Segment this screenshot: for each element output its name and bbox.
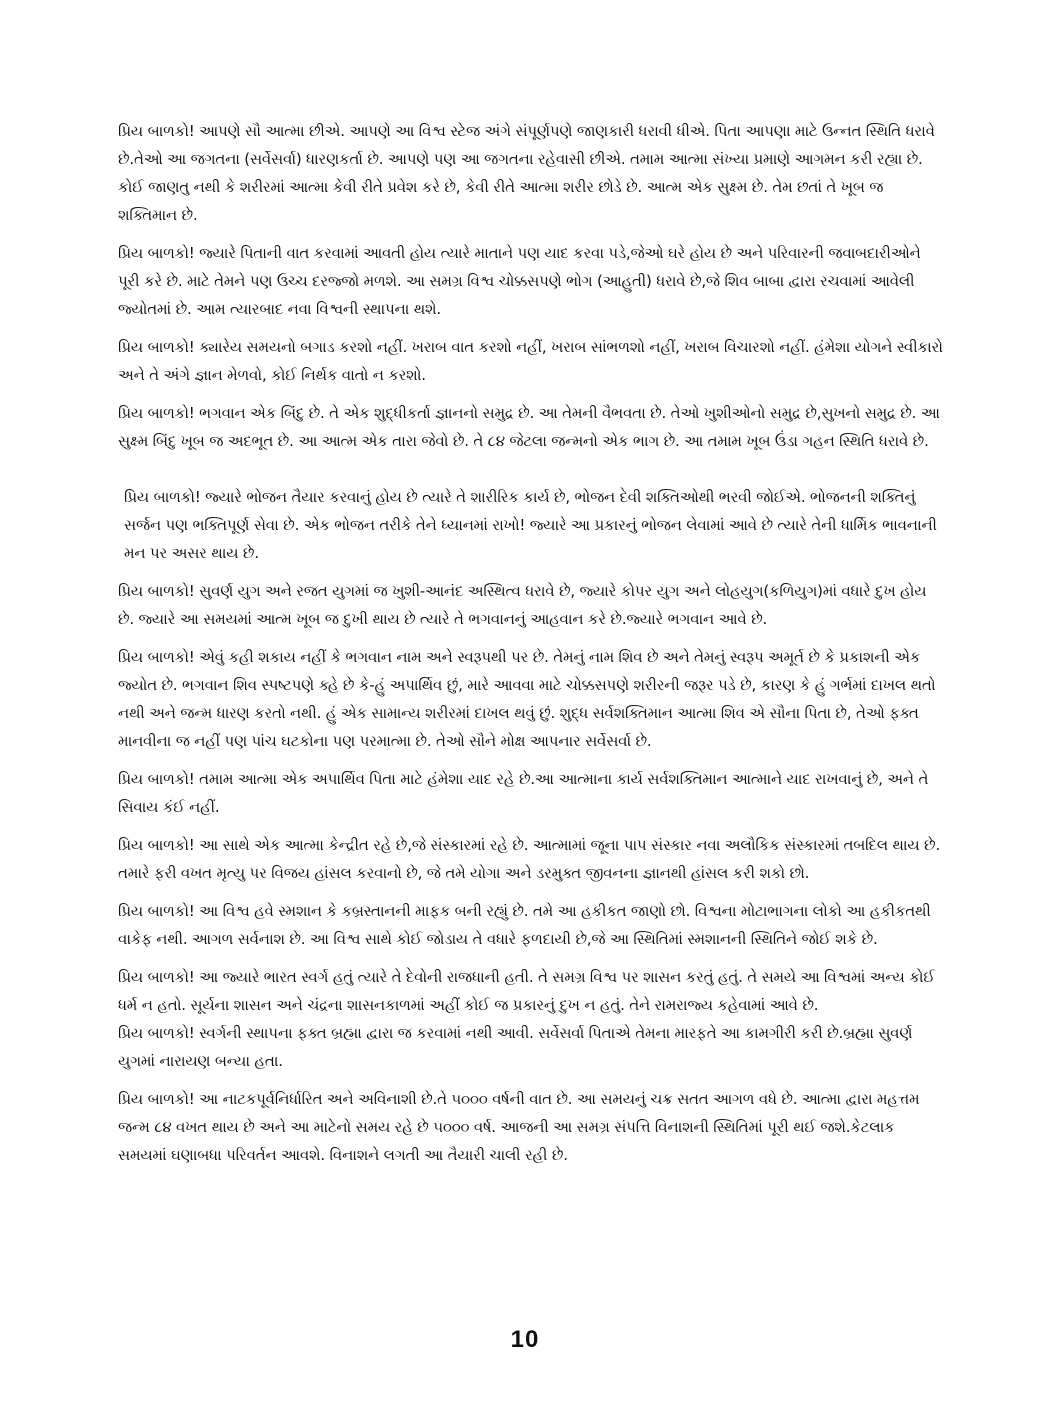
paragraph-10: પ્રિય બાળકો! આ વિશ્વ હવે સ્મશાન કે કબ્રસ્તાનની માફક બની રહ્યું છે. તમે આ હકીકત જાણો છો. વિશ્વના મોટાભાગના લોકો આ હકીકતથી વાકેફ નથી. આગળ સર્વનાશ છે. આ વિશ્વ સાથે કોઈ જોડાય તે વધારે ફળદાયી છે,જે આ સ્થિતિમાં સ્મશાનની સ્થિતિને જોઈ શકે છે.: [118, 902, 931, 948]
paragraph-6: પ્રિય બાળકો! સુવર્ણ યુગ અને રજત યુગમાં જ ખુશી-આનંદ અસ્થિત્વ ધરાવે છે, જ્યારે કોપર યુગ અને લોહયુગ(કળિયુગ)માં વધારે દુખ હોય છે. જ્યારે આ સમયમાં આત્મ ખૂબ જ દુખી થાય છે ત્યારે તે ભગવાનનું આહવાન કરે છે.જ્યારે ભગવાન આવે છે.: [118, 582, 927, 628]
paragraph-3: પ્રિય બાળકો! ક્યારેય સમયનો બગાડ કરશો નહીં. ખરાબ વાત કરશો નહીં, ખરાબ સાંભળશો નહીં, ખરાબ વિચારશો નહીં. હંમેશા યોગને સ્વીકારો અને તે અંગે જ્ઞાન મેળવો, કોઈ નિર્થક વાતો ન કરશો.: [118, 338, 943, 384]
paragraph-7: પ્રિય બાળકો! એવું કહી શકાય નહીં કે ભગવાન નામ અને સ્વરૂપથી પર છે. તેમનું નામ શિવ છે અને તેમનું સ્વરૂપ અમૂર્ત છે કે પ્રકાશની એક જ્યોત છે. ભગવાન શિવ સ્પષ્ટપણે ક્હે છે કે-હું અપાર્થિવ છું, મારે આવવા માટે ચોક્કસપણે શરીરની જરૂર પડે છે, કારણ કે હું ગર્ભમાં દાખલ થતો નથી અને જન્મ ધારણ કરતો નથી. હું એક સામાન્ય શરીરમાં દાખલ થવું છું. શુદ્ધ સર્વશક્તિમાન આત્મા શિવ એ સૌના પિતા છે, તેઓ ફક્ત માનવીના જ નહીં પણ પાંચ ઘટકોના પણ પરમાત્મા છે. તેઓ સૌને મોક્ષ આપનાર સર્વેસર્વા છે.: [118, 648, 936, 750]
paragraph-2: પ્રિય બાળકો! જ્યારે પિતાની વાત કરવામાં આવતી હોય ત્યારે માતાને પણ યાદ કરવા પડે,જેઓ ઘરે હોય છે અને પરિવારની જવાબદારીઓને પૂરી કરે છે. માટે તેમને પણ ઉચ્ચ દરજ્જો મળશે. આ સમગ્ર વિશ્વ ચોક્કસપણે ભોગ (આહુતી) ધરાવે છે,જે શિવ બાબા દ્વારા રચવામાં આવેલી જ્યોતમાં છે. આમ ત્યારબાદ નવા વિશ્વની સ્થાપના થશે.: [118, 244, 921, 318]
paragraph-13: પ્રિય બાળકો! આ નાટકપૂર્વનિર્ધારિત અને અવિનાશી છે.તે ૫૦૦૦ વર્ષની વાત છે. આ સમયનું ચક્ર સતત આગળ વધે છે. આત્મા દ્વારા મહત્તમ જન્મ ૮૪ વખત થાય છે અને આ માટેનો સમય રહે છે ૫૦૦૦ વર્ષ. આજની આ સમગ્ર સંપત્તિ વિનાશની સ્થિતિમાં પૂરી થઈ જશે.કેટલાક સમયમાં ઘણાબધા પરિવર્તન આવશે. વિનાશને લગતી આ તૈયારી ચાલી રહી છે.: [118, 1090, 920, 1164]
paragraph-4: પ્રિય બાળકો! ભગવાન એક બિંદુ છે. તે એક શુદ્ધીકર્તા જ્ઞાનનો સમુદ્ર છે. આ તેમની વૈભવતા છે. તેઓ ખુશીઓનો સમુદ્ર છે,સુખનો સમુદ્ર છે. આ સુક્ષ્મ બિંદુ ખૂબ જ અદભૂત છે. આ આત્મ એક તારા જેવો છે. તે ૮૪ જેટલા જન્મનો એક ભાગ છે. આ તમામ ખૂબ ઉંડા ગહન સ્થિતિ ધરાવે છે.: [118, 404, 940, 450]
paragraph-8: પ્રિય બાળકો! તમામ આત્મા એક અપાર્થિવ પિતા માટે હંમેશા યાદ રહે છે.આ આત્માના કાર્ય સર્વશક્તિમાન આત્માને યાદ રાખવાનું છે, અને તે સિવાય કંઈ નહીં.: [118, 770, 929, 816]
paragraph-1: પ્રિય બાળકો! આપણે સૌ આત્મા છીએ. આપણે આ વિશ્વ સ્ટેજ અંગે સંપૂર્ણપણે જાણકારી ધરાવી ધીએ. પિતા આપણા માટે ઉન્નત સ્થિતિ ધરાવે છે.તેઓ આ જગતના (સર્વેસર્વા) ધારણકર્તા છે. આપણે પણ આ જગતના રહેવાસી છીએ. તમામ આત્મા સંખ્યા પ્રમાણે આગમન કરી રહ્યા છે. કોઈ જાણતુ નથી કે શરીરમાં આત્મા કેવી રીતે પ્રવેશ કરે છે, કેવી રીતે આત્મા શરીર છોડે છે. આત્મ એક સુક્ષ્મ છે. તેમ છતાં તે ખૂબ જ શક્તિમાન છે.: [118, 122, 935, 224]
paragraph-5: પ્રિય બાળકો! જ્યારે ભોજન તૈયાર કરવાનું હોય છે ત્યારે તે શારીરિક કાર્ય છે, ભોજન દેવી શક્તિઓથી ભરવી જોઈએ. ભોજનની શક્તિનું સર્જન પણ ભક્તિપૂર્ણ સેવા છે. એક ભોજન તરીકે તેને ધ્યાનમાં રાખો! જ્યારે આ પ્રકારનું ભોજન લેવામાં આવે છે ત્યારે તેની ધાર્મિક ભાવનાની મન પર અસર થાય છે.: [124, 488, 937, 562]
paragraph-11: પ્રિય બાળકો! આ જ્યારે ભારત સ્વર્ગ હતું ત્યારે તે દેવોની રાજધાની હતી. તે સમગ્ર વિશ્વ પર શાસન કરતું હતું. તે સમયે આ વિશ્વમાં અન્ય કોઈ ધર્મ ન હતો. સૂર્યના શાસન અને ચંદ્રના શાસનકાળમાં અહીં કોઈ જ પ્રકારનું દુખ ન હતું. તેને રામરાજ્ય કહેવામાં આવે છે.: [118, 968, 935, 1014]
page-body: [118, 117, 946, 1169]
paragraph-12: પ્રિય બાળકો! સ્વર્ગની સ્થાપના ફક્ત બ્રહ્મા દ્વારા જ કરવામાં નથી આવી. સર્વેસર્વા પિતાએ તેમના મારફતે આ કામગીરી કરી છે.બ્રહ્મા સુવર્ણ યુગમાં નારાયણ બન્યા હતા.: [118, 1024, 913, 1070]
paragraph-9: પ્રિય બાળકો! આ સાથે એક આત્મા કેન્દ્રીત રહે છે,જે સંસ્કારમાં રહે છે. આત્મામાં જૂના પાપ સંસ્કાર નવા અલૌકિક સંસ્કારમાં તબદિલ થાય છે. તમારે ફરી વખત મૃત્યુ પર વિજય હાંસલ કરવાનો છે, જે તમે યોગા અને ડરમુક્ત જીવનના જ્ઞાનથી હાંસલ કરી શકો છો.: [118, 836, 941, 882]
page-number: 10: [510, 1326, 540, 1353]
